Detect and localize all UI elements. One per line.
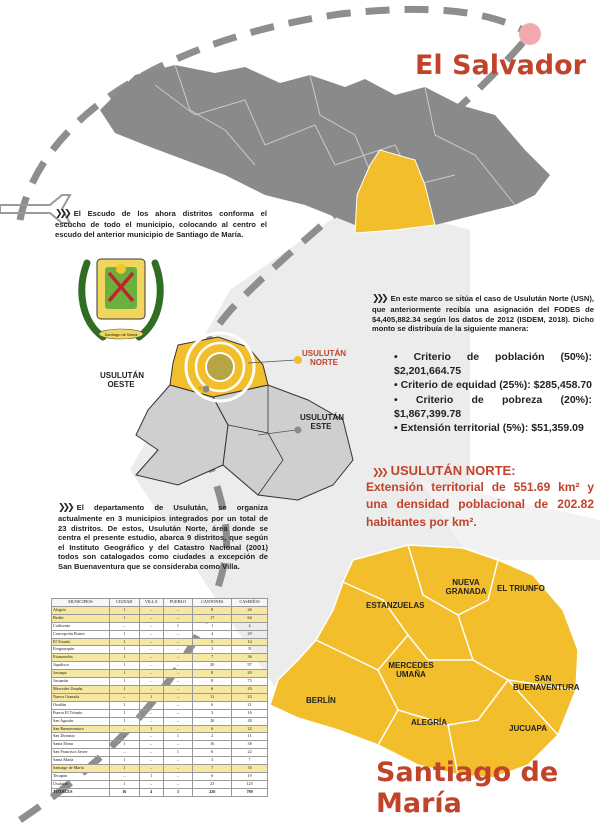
table-cell: 6	[193, 749, 232, 757]
table-header-cell: CIUDAD	[109, 599, 139, 607]
table-cell: –	[163, 606, 193, 614]
table-cell: –	[163, 646, 193, 654]
table-cell: 23	[193, 780, 232, 788]
table-cell: –	[139, 717, 163, 725]
table-row	[52, 701, 268, 709]
chevron-arrows-icon: ❯❯❯	[372, 294, 386, 304]
table-cell: San Agustín	[52, 717, 110, 725]
table-cell: Santa María	[52, 757, 110, 765]
table-cell: 19	[232, 772, 268, 780]
table-cell: 22	[232, 749, 268, 757]
table-cell: 1	[109, 709, 139, 717]
usulutan-norte-district-map	[258, 540, 600, 780]
district-label-el-triunfo: EL TRIUNFO	[497, 584, 545, 593]
table-cell: 22	[232, 725, 268, 733]
table-cell: –	[139, 662, 163, 670]
sun-emblem	[116, 264, 126, 274]
table-cell: 6	[193, 725, 232, 733]
table-row	[52, 614, 268, 622]
el-salvador-western-departments	[100, 65, 550, 230]
table-cell: –	[139, 638, 163, 646]
table-cell: 125	[232, 780, 268, 788]
table-cell: –	[139, 646, 163, 654]
table-row	[52, 780, 268, 788]
table-cell: –	[163, 772, 193, 780]
table-body	[52, 606, 268, 796]
table-header-cell: MUNICIPIOS	[52, 599, 110, 607]
table-cell: –	[109, 749, 139, 757]
criteria-item: • Criterio de equidad (25%): $285,458.70	[394, 379, 593, 392]
table-cell: 11	[232, 733, 268, 741]
table-cell: 4	[193, 630, 232, 638]
table-cell: Puerto El Triunfo	[52, 709, 110, 717]
table-cell: 16	[193, 741, 232, 749]
table-cell: San Francisco Javier	[52, 749, 110, 757]
table-cell: –	[139, 709, 163, 717]
table-cell: –	[163, 693, 193, 701]
table-cell: –	[163, 654, 193, 662]
table-cell: 790	[232, 788, 268, 796]
table-cell: 29	[232, 670, 268, 678]
table-cell: 7	[232, 757, 268, 765]
table-cell: –	[163, 630, 193, 638]
table-cell: 1	[109, 685, 139, 693]
focus-ring	[206, 353, 234, 381]
table-cell: 21	[232, 701, 268, 709]
table-cell: 1	[109, 780, 139, 788]
table-cell: Tecapán	[52, 772, 110, 780]
table-row	[52, 749, 268, 757]
table-cell: TOTALES	[52, 788, 110, 796]
table-header-cell: VILLA	[139, 599, 163, 607]
table-cell: 29	[232, 685, 268, 693]
table-cell: 1	[109, 638, 139, 646]
table-cell: 1	[109, 670, 139, 678]
table-header-cell: PUEBLO	[163, 599, 193, 607]
chevron-arrows-icon: ❯❯❯	[55, 209, 69, 219]
table-cell: 1	[109, 606, 139, 614]
table-header-row	[52, 599, 268, 607]
table-cell: –	[163, 780, 193, 788]
table-cell: –	[163, 662, 193, 670]
table-cell: –	[163, 709, 193, 717]
chevron-arrows-icon: ❯❯❯	[372, 468, 386, 478]
table-cell: –	[139, 622, 163, 630]
table-cell: –	[163, 757, 193, 765]
departamento-note-text: El departamento de Usulután, se organiza actualmente en 3 municipios integrados por un total de 23 distritos. De estos, Usulután Norte, área donde se centra el presente estudio, abarca 9 distritos, que según el Instituto Geográfico y del Catastro Nacional (2001) todos son catalogados como ciudades a excepción de San Buenaventura que se consideraba como Villa.	[58, 503, 268, 571]
table-cell: –	[163, 741, 193, 749]
table-cell: –	[109, 693, 139, 701]
table-cell: 8	[193, 606, 232, 614]
table-cell: 6	[193, 772, 232, 780]
table-cell: 1	[109, 614, 139, 622]
table-cell: 11	[193, 693, 232, 701]
table-cell: Mercedes Umaña	[52, 685, 110, 693]
table-cell: –	[163, 701, 193, 709]
table-cell: –	[139, 741, 163, 749]
table-cell: 1	[109, 678, 139, 686]
table-cell: –	[139, 630, 163, 638]
table-cell: 26	[232, 606, 268, 614]
municipality-title: Santiago de María	[376, 757, 559, 819]
criteria-item: • Criterio de pobreza (20%): $1,867,399.78	[394, 393, 593, 420]
crest-banner-text: Santiago de María	[104, 332, 138, 337]
marco-note-text: En este marco se sitúa el caso de Usulután Norte (USN), que anteriormente recibía una asignación del FODES de $4,405,882.34 según los datos de 2012 (ISDEM, 2018). Dicho monto se distribuía de la siguiente manera:	[372, 294, 594, 334]
table-cell: –	[139, 685, 163, 693]
table-cell: –	[139, 780, 163, 788]
municipalities-table	[51, 598, 268, 797]
table-cell: –	[163, 725, 193, 733]
fodes-criteria-list	[394, 350, 592, 435]
table-cell: –	[163, 638, 193, 646]
table-cell: 23	[232, 693, 268, 701]
table-header-cell: CASERÍOS	[232, 599, 268, 607]
district-label-estanzuelas: ESTANZUELAS	[366, 601, 425, 610]
table-row	[52, 693, 268, 701]
table-cell: 28	[232, 717, 268, 725]
table-row	[52, 646, 268, 654]
table-cell: –	[139, 670, 163, 678]
table-cell: 1	[109, 741, 139, 749]
table-cell: 64	[232, 614, 268, 622]
table-cell: 1	[109, 654, 139, 662]
label-usulutan-este: USULUTÁN ESTE	[300, 413, 344, 432]
table-cell: 38	[232, 741, 268, 749]
departamento-note	[58, 503, 268, 571]
table-cell: –	[163, 614, 193, 622]
table-cell: 3	[193, 646, 232, 654]
usulutan-oeste-pointer-icon	[203, 386, 210, 393]
table-cell: 17	[193, 614, 232, 622]
table-cell: 1	[109, 630, 139, 638]
table-cell: California	[52, 622, 110, 630]
table-cell: 29	[232, 630, 268, 638]
table-cell: 16	[232, 709, 268, 717]
table-cell: Concepción Batres	[52, 630, 110, 638]
table-cell: 8	[193, 678, 232, 686]
table-cell: 3	[163, 788, 193, 796]
district-label-alegria: ALEGRÍA	[411, 718, 447, 727]
table-row	[52, 757, 268, 765]
table-row	[52, 622, 268, 630]
table-cell: –	[163, 678, 193, 686]
district-label-mercedes-umana: MERCEDES UMAÑA	[388, 661, 434, 680]
table-cell: –	[139, 606, 163, 614]
origin-marker	[519, 23, 541, 45]
table-cell: Berlín	[52, 614, 110, 622]
chevron-arrows-icon: ❯❯❯	[58, 503, 72, 513]
table-cell: 1	[109, 646, 139, 654]
table-cell: 8	[232, 646, 268, 654]
table-cell: 6	[193, 701, 232, 709]
table-cell: –	[139, 733, 163, 741]
table-cell: –	[163, 670, 193, 678]
table-cell: 26	[193, 717, 232, 725]
table-cell: 1	[109, 662, 139, 670]
escudo-note	[55, 209, 267, 239]
table-row	[52, 709, 268, 717]
table-cell: 1	[109, 757, 139, 765]
table-cell: Ozatlán	[52, 701, 110, 709]
table-cell: San Buenaventura	[52, 725, 110, 733]
table-cell: Jucuapa	[52, 670, 110, 678]
table-cell: –	[139, 757, 163, 765]
table-row	[52, 654, 268, 662]
usn-description: Extensión territorial de 551.69 km² y una densidad poblacional de 202.82 habitantes por km².	[366, 480, 594, 529]
table-row	[52, 638, 268, 646]
table-cell: –	[139, 678, 163, 686]
table-cell: –	[109, 725, 139, 733]
table-cell: 35	[232, 765, 268, 773]
table-cell: –	[163, 765, 193, 773]
table-cell: 1	[109, 765, 139, 773]
usn-heading: ❯❯❯ USULUTÁN NORTE:	[372, 463, 516, 478]
table-cell: 16	[109, 788, 139, 796]
table-cell: –	[139, 654, 163, 662]
table-row	[52, 662, 268, 670]
table-row	[52, 678, 268, 686]
table-cell: 20	[193, 662, 232, 670]
table-cell: Jiquilisco	[52, 662, 110, 670]
table-cell: El Triunfo	[52, 638, 110, 646]
table-cell: 2	[193, 733, 232, 741]
table-cell: 97	[232, 662, 268, 670]
table-cell: 14	[232, 638, 268, 646]
table-cell: 4	[232, 622, 268, 630]
table-cell: 4	[139, 788, 163, 796]
table-cell: 3	[193, 709, 232, 717]
table-row	[52, 685, 268, 693]
table-cell: Ereguayquín	[52, 646, 110, 654]
table-cell: –	[139, 701, 163, 709]
table-cell: 1	[163, 622, 193, 630]
table-cell: –	[109, 772, 139, 780]
criteria-item: • Extensión territorial (5%): $51,359.09	[394, 421, 584, 434]
table-cell: 1	[139, 693, 163, 701]
table-row	[52, 717, 268, 725]
table-cell: 75	[232, 678, 268, 686]
table-header-cell: CANTONES	[193, 599, 232, 607]
district-label-san-buenaventura: SAN BUENAVENTURA	[513, 674, 580, 693]
marco-note	[372, 294, 594, 334]
table-cell: –	[109, 733, 139, 741]
table-row	[52, 725, 268, 733]
table-cell: 7	[193, 765, 232, 773]
table-row	[52, 772, 268, 780]
table-cell: –	[139, 749, 163, 757]
table-row	[52, 670, 268, 678]
table-row	[52, 630, 268, 638]
usulutan-este-region	[213, 385, 353, 500]
table-cell: 8	[193, 670, 232, 678]
table-cell: 1	[109, 717, 139, 725]
table-cell: Jucuarán	[52, 678, 110, 686]
table-row	[52, 788, 268, 796]
table-row	[52, 741, 268, 749]
table-cell: 3	[193, 757, 232, 765]
table-cell: 1	[163, 749, 193, 757]
district-label-berlin: BERLÍN	[306, 696, 336, 705]
criteria-item: • Criterio de población (50%): $2,201,664.75	[394, 351, 593, 378]
table-cell: –	[139, 614, 163, 622]
escudo-note-text: El Escudo de los ahora distritos conforma el escucho de todo el municipio, colocando al centro el escudo del anterior municipio de Santiago de María.	[55, 209, 267, 239]
table-cell: 1	[139, 772, 163, 780]
table-cell: Usulután	[52, 780, 110, 788]
table-cell: –	[139, 765, 163, 773]
table-cell: –	[163, 685, 193, 693]
table-row	[52, 606, 268, 614]
table-cell: 1	[193, 622, 232, 630]
label-usulutan-norte: USULUTÁN NORTE	[302, 349, 346, 368]
table-cell: Estanzuelas	[52, 654, 110, 662]
table-cell: San Dionisio	[52, 733, 110, 741]
table-cell: 1	[163, 733, 193, 741]
district-label-jucuapa: JUCUAPA	[509, 724, 548, 733]
table-cell: –	[109, 622, 139, 630]
table-cell: 5	[193, 638, 232, 646]
table-cell: 1	[139, 725, 163, 733]
table-cell: –	[163, 717, 193, 725]
table-cell: 36	[232, 654, 268, 662]
table-row	[52, 765, 268, 773]
district-label-nueva-granada: NUEVA GRANADA	[445, 578, 487, 597]
table-cell: Nueva Granada	[52, 693, 110, 701]
country-title: El Salvador	[414, 50, 586, 81]
table-cell: 6	[193, 685, 232, 693]
table-cell: 226	[193, 788, 232, 796]
table-cell: Alegría	[52, 606, 110, 614]
table-cell: 1	[109, 701, 139, 709]
table-row	[52, 733, 268, 741]
table-cell: Santiago de María	[52, 765, 110, 773]
label-usulutan-oeste: USULUTÁN OESTE	[100, 371, 144, 390]
table-cell: 7	[193, 654, 232, 662]
table-cell: Santa Elena	[52, 741, 110, 749]
